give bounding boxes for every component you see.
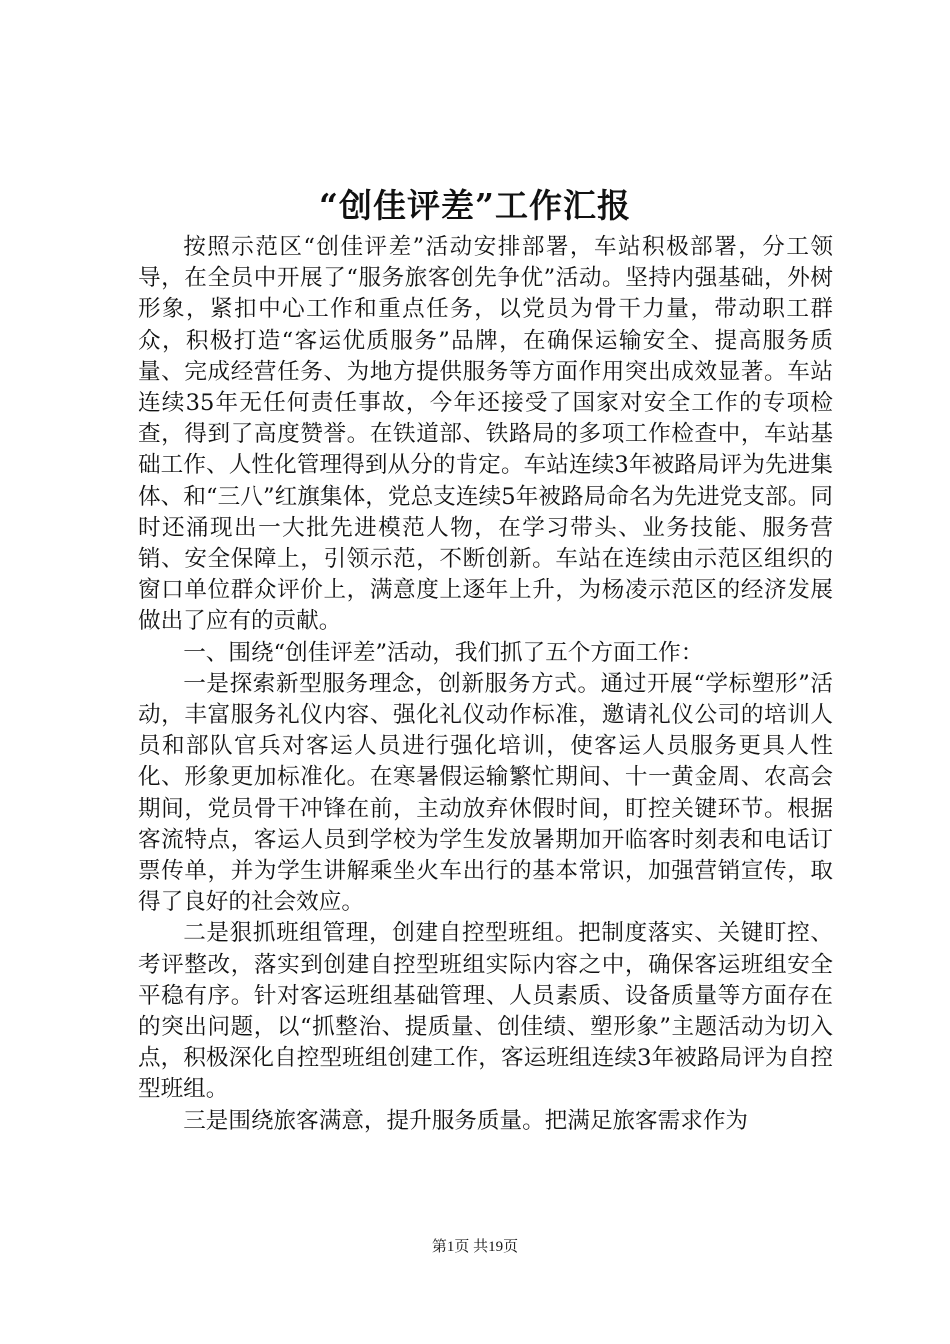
paragraph-intro: 按照示范区“创佳评差”活动安排部署，车站积极部署，分工领导，在全员中开展了“服务旅客创先争优”活动。坚持内强基础，外树形象，紧扣中心工作和重点任务，以党员为骨干力量，带动职工群众，积极打造“客运优质服务”品牌，在确保运输安全、提高服务质量、完成经营任务、为地方提供服务等方面作用突出成效显著。车站连续35年无任何责任事故，今年还接受了国家对安全工作的专项检查，得到了高度赞誉。在铁道部、铁路局的多项工作检查中，车站基础工作、人性化管理得到从分的肯定。车站连续3年被路局评为先进集体、和“三八”红旗集体，党总支连续5年被路局命名为先进党支部。同时还涌现出一大批先进模范人物，在学习带头、业务技能、服务营销、安全保障上，引领示范，不断创新。车站在连续由示范区组织的窗口单位群众评价上，满意度上逐年上升，为杨凌示范区的经济发展做出了应有的贡献。 — [138, 234, 833, 635]
paragraph-item-three: 三是围绕旅客满意，提升服务质量。把满足旅客需求作为 — [183, 1107, 749, 1134]
document-title: “创佳评差”工作汇报 — [319, 186, 631, 225]
paragraph-section-heading: 一、围绕“创佳评差”活动，我们抓了五个方面工作： — [183, 639, 704, 666]
paragraph-item-one: 一是探索新型服务理念，创新服务方式。通过开展“学标塑形”活动，丰富服务礼仪内容、强化礼仪动作标准，邀请礼仪公司的培训人员和部队官兵对客运人员进行强化培训，使客运人员服务更具人性化、形象更加标准化。在寒暑假运输繁忙期间、十一黄金周、农高会期间，党员骨干冲锋在前，主动放弃休假时间，盯控关键环节。根据客流特点，客运人员到学校为学生发放暑期加开临客时刻表和电话订票传单，并为学生讲解乘坐火车出行的基本常识，加强营销宣传，取得了良好的社会效应。 — [138, 670, 833, 916]
page-number-footer: 第1页 共19页 — [431, 1239, 519, 1255]
document-body — [138, 232, 833, 1137]
paragraph-item-two: 二是狠抓班组管理，创建自控型班组。把制度落实、关键盯控、考评整改，落实到创建自控型班组实际内容之中，确保客运班组安全平稳有序。针对客运班组基础管理、人员素质、设备质量等方面存在的突出问题，以“抓整治、提质量、创佳绩、塑形象”主题活动为切入点，积极深化自控型班组创建工作，客运班组连续3年被路局评为自控型班组。 — [138, 920, 833, 1103]
